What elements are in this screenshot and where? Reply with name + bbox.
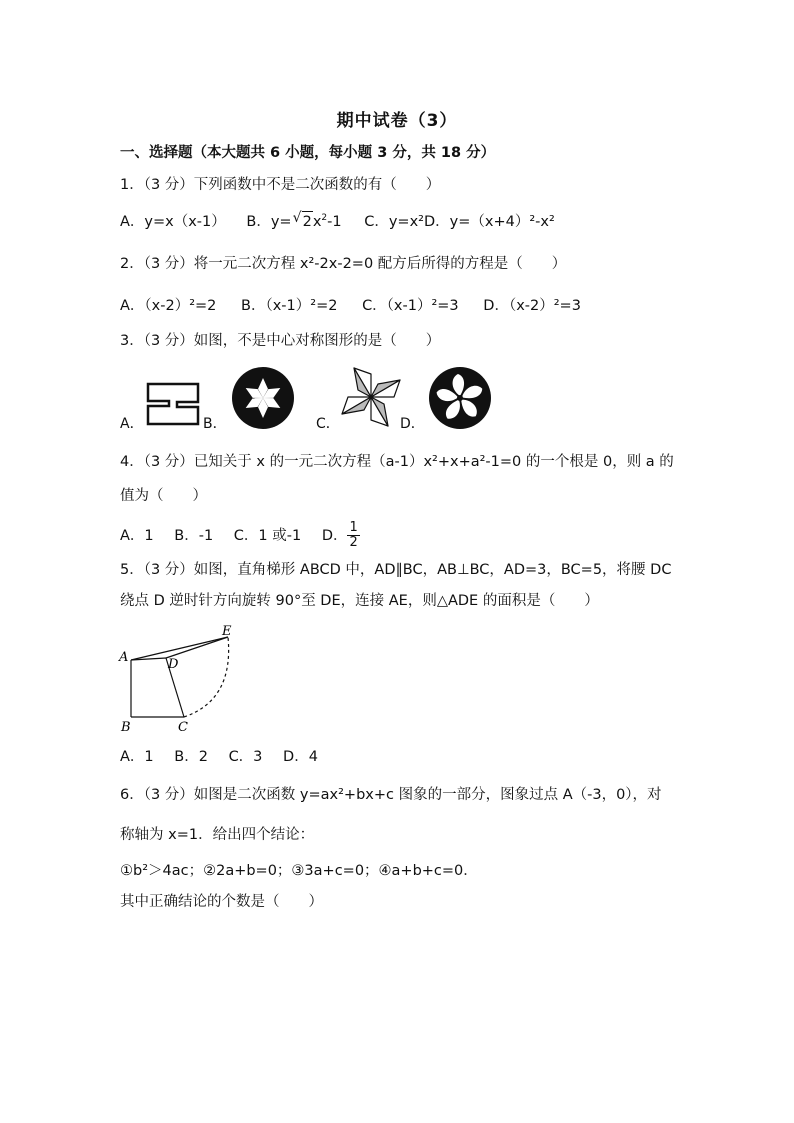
section-heading: 一、选择题（本大题共 6 小题，每小题 3 分，共 18 分） [120, 145, 496, 161]
q5-option-c: C．3 [228, 749, 263, 765]
q3-label-a: A． [120, 416, 144, 432]
fraction: $\frac{1}{2}$ [349, 520, 358, 550]
q3-figure-b [231, 366, 295, 430]
q2-stem: 2．（3 分）将一元二次方程 x²-2x-2=0 配方后所得的方程是（ ） [120, 256, 567, 272]
label-d: D [168, 657, 179, 672]
q5-trapezoid-figure [112, 620, 252, 738]
q2-option-b: B．（x-1）²=2 [241, 298, 338, 314]
label-e: E [222, 624, 232, 639]
sqrt-symbol: √ 2 [302, 211, 313, 232]
q4-option-d: D． $\frac{1}{2}$ [321, 520, 358, 550]
label-a: A [119, 650, 129, 665]
q6-conclusions: ①b²＞4ac；②2a+b=0；③3a+c=0；④a+b+c=0． [120, 863, 478, 879]
q1-stem: 1．（3 分）下列函数中不是二次函数的有（ ） [120, 177, 441, 193]
q6-stem-line1: 6．（3 分）如图是二次函数 y=ax²+bx+c 图象的一部分，图象过点 A（-3，0），对 [120, 787, 662, 803]
q4-option-c: C．1 或-1 [233, 527, 302, 544]
q2-option-c: C．（x-1）²=3 [362, 298, 459, 314]
q1-option-c: C．y=x²D．y=（x+4）²-x² [364, 214, 555, 230]
q5-option-a: A．1 [120, 749, 154, 765]
label-c: C [178, 720, 188, 735]
q3-stem: 3．（3 分）如图，不是中心对称图形的是（ ） [120, 333, 441, 349]
q3-label-d: D． [400, 416, 425, 432]
q5-option-b: B．2 [174, 749, 208, 765]
q3-label-b: B． [203, 416, 227, 432]
q1-options [120, 211, 555, 232]
q2-option-d: D．（x-2）²=3 [483, 298, 581, 314]
q5-stem-line1: 5．（3 分）如图，直角梯形 ABCD 中，AD∥BC，AB⊥BC，AD=3，BC=5，将腰 DC [120, 562, 672, 578]
q4-stem-line2: 值为（ ） [120, 488, 207, 504]
q5-stem-line2: 绕点 D 逆时针方向旋转 90°至 DE，连接 AE，则△ADE 的面积是（ ） [120, 593, 599, 609]
q4-options [120, 521, 360, 550]
q5-option-d: D．4 [283, 749, 318, 765]
q5-options [120, 747, 318, 767]
q1-option-a: A．y=x（x-1） [120, 214, 226, 230]
q3-figure-a [145, 381, 201, 427]
q3-figure-c [340, 366, 402, 428]
label-b: B [121, 720, 131, 735]
q1-option-b: B．y=√ $2x^2-1$ [246, 211, 341, 232]
q4-stem-line1: 4．（3 分）已知关于 x 的一元二次方程（a-1）x²+x+a²-1=0 的一个根是 0，则 a 的 [120, 454, 674, 470]
q2-option-a: A．（x-2）²=2 [120, 298, 217, 314]
q6-stem-line4: 其中正确结论的个数是（ ） [120, 894, 323, 910]
q6-stem-line2: 称轴为 x=1．给出四个结论： [120, 827, 315, 843]
page-title: 期中试卷（3） [336, 111, 458, 131]
q3-figure-d [428, 366, 492, 430]
q4-option-b: B．-1 [174, 527, 214, 544]
q3-label-c: C． [316, 416, 340, 432]
q4-option-a: A．1 [120, 527, 154, 544]
q2-options [120, 296, 581, 316]
